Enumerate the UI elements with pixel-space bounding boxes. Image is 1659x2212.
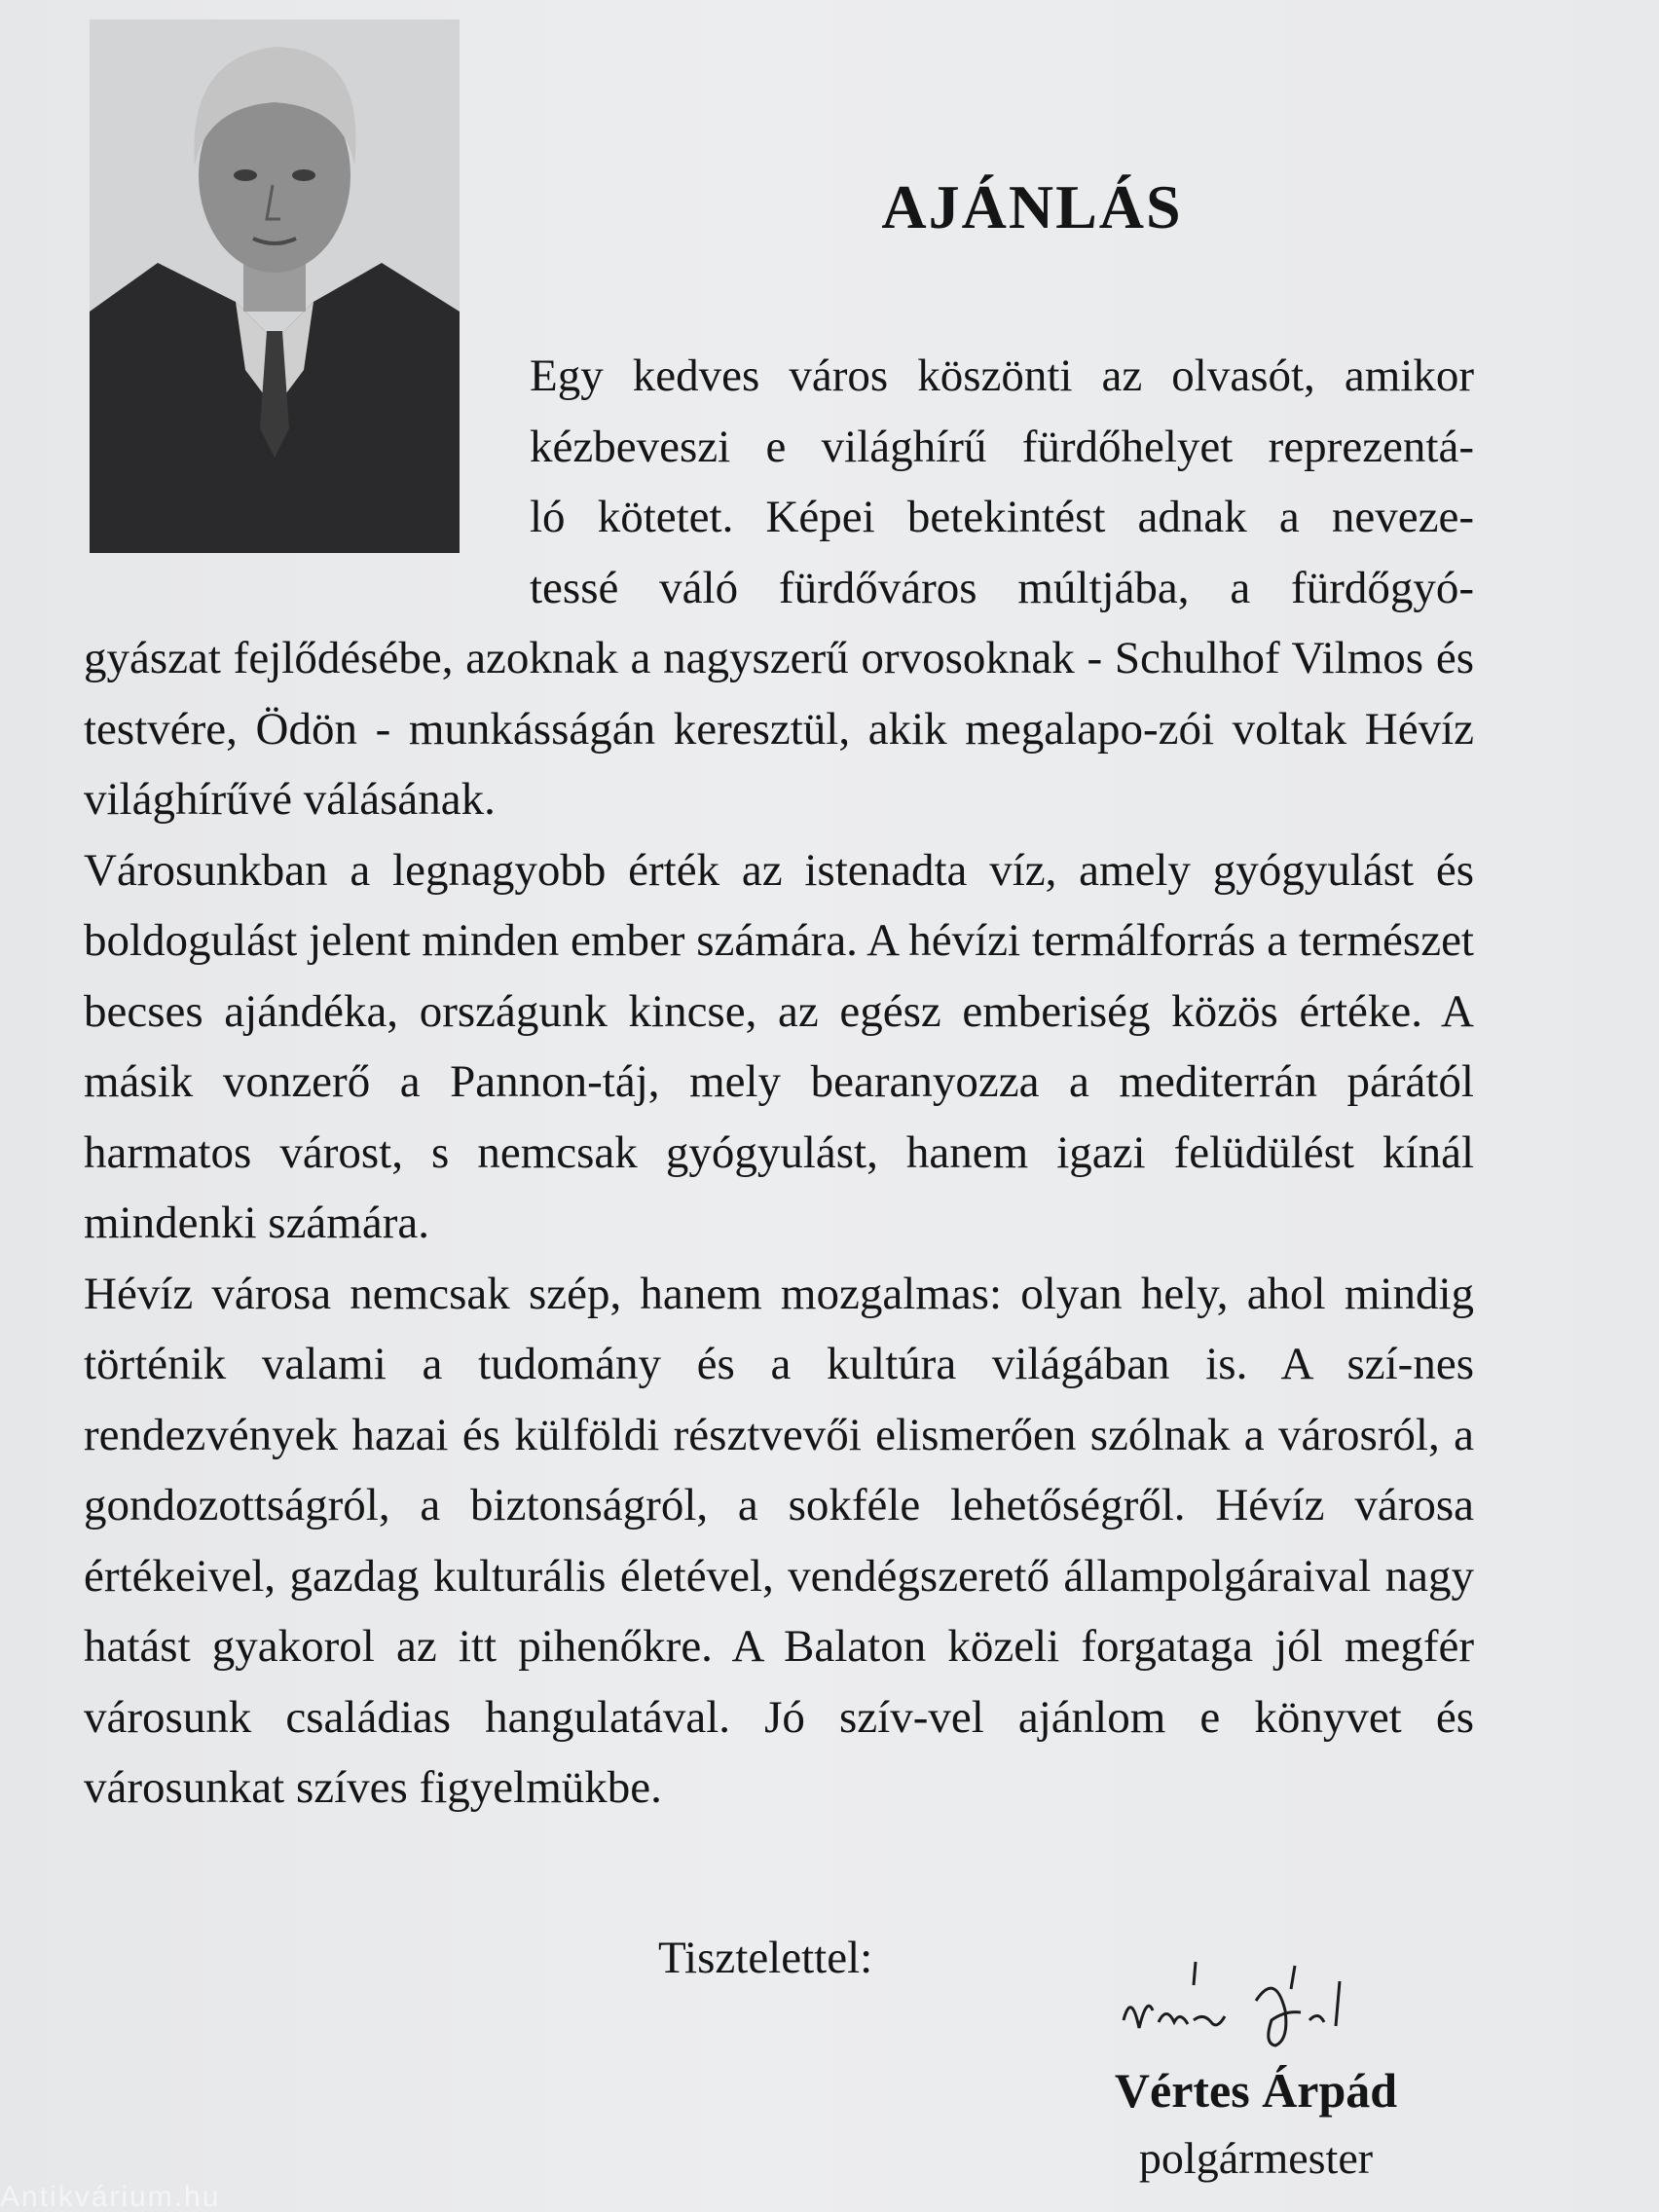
portrait-illustration: [90, 19, 460, 553]
first-line-2: kézbeveszi e világhírű fürdőhelyet reprezentá-: [530, 421, 1474, 472]
paragraph-1-rest: gyászat fejlődésébe, azoknak a nagyszerű orvosoknak - Schulhof Vilmos és testvére, Ödön - munkásságán keresztül, akik megalapo-zói voltak Hévíz világhírűvé válásának.: [84, 633, 1474, 825]
body-text: [84, 623, 1474, 1824]
page-title: AJÁNLÁS: [881, 172, 1183, 241]
first-line-1: Egy kedves város köszönti az olvasót, amikor: [530, 350, 1474, 401]
portrait-photo: [90, 19, 460, 553]
first-paragraph-wrapped-lines: [530, 341, 1474, 623]
first-line-3: ló kötetet. Képei betekintést adnak a neveze-: [530, 492, 1474, 542]
watermark: Antikvárium.hu: [0, 2181, 221, 2212]
paragraph-2: Városunkban a legnagyobb érték az istenadta víz, amely gyógyulást és boldogulást jelent minden ember számára. A hévízi termálforrás a természet becses ajándéka, országunk kincse, az egész emberiség közös értéke. A másik vonzerő a Pannon-táj, mely bearanyozza a mediterrán párától harmatos várost, s nemcsak gyógyulást, hanem igazi felüdülést kínál mindenki számára.: [84, 844, 1474, 1248]
closing-salutation: Tisztelettel:: [658, 1933, 873, 1983]
paragraph-3: Hévíz városa nemcsak szép, hanem mozgalmas: olyan hely, ahol mindig történik valami a tudomány és a kultúra világában is. A szí-nes rendezvények hazai és külföldi résztvevői elismerően szólnak a városról, a gondozottságról, a biztonságról, a sokféle lehetőségről. Hévíz városa értékeivel, gazdag kulturális életével, vendégszerető állampolgáraival nagy hatást gyakorol az itt pihenőkre. A Balaton közeli forgataga jól megfér városunk családias hangulatával. Jó szív-vel ajánlom e könyvet és városunkat szíves figyelmükbe.: [84, 1268, 1474, 1813]
handwritten-signature: [1110, 1952, 1402, 2059]
signer-title: polgármester: [1138, 2133, 1374, 2183]
signer-name: Vértes Árpád: [1114, 2063, 1398, 2118]
first-line-4: tessé váló fürdőváros múltjába, a fürdőgyó-: [530, 562, 1474, 613]
